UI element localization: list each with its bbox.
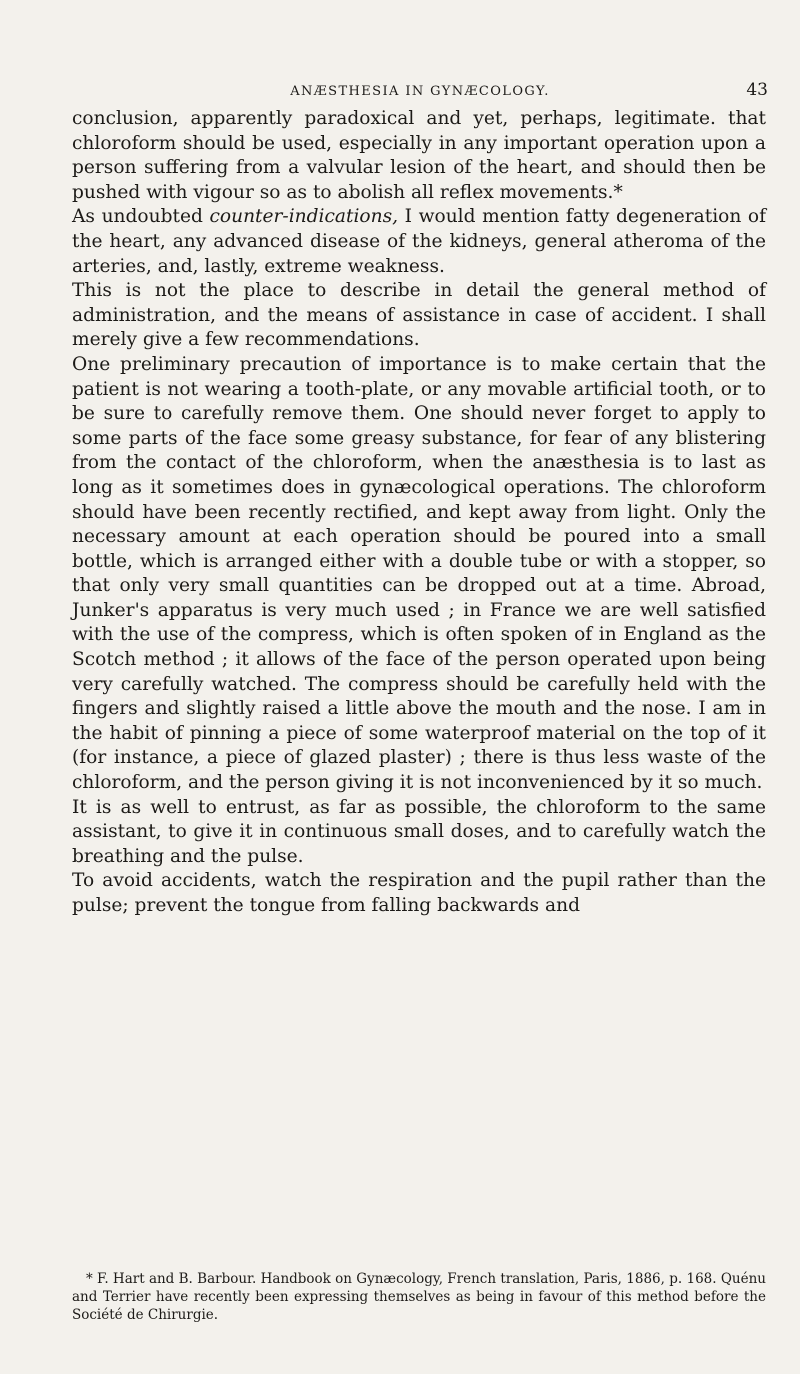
body-text [72,107,766,919]
paragraph-2-italic: counter-indications, [209,206,399,228]
footnote [72,1270,766,1324]
footnote-text: * F. Hart and B. Barbour. Handbook on Gynæcology, French translation, Paris, 1886, p. 168. Quénu and Terrier have recently been expressing themselves as being in favour of this method before the Société de Chirurgie. [72,1271,766,1323]
running-head: ANÆSTHESIA IN GYNÆCOLOGY. [290,84,550,99]
paragraph-3: This is not the place to describe in detail the general method of administration, and the means of assistance in case of accident. I shall merely give a few recommendations. [72,280,766,351]
page-number: 43 [746,80,768,100]
paragraph-1: conclusion, apparently paradoxical and yet, perhaps, legitimate. that chloroform should be used, especially in any important operation upon a person suffering from a valvular lesion of the heart, and should then be pushed with vigour so as to abolish all reflex movements.* [72,108,766,203]
paragraph-2-start: As undoubted [72,206,210,228]
page-header [72,80,768,104]
paragraph-2-rest: I would mention fatty degeneration of the heart, any advanced disease of the kidneys, general atheroma of the arteries, and, lastly, extreme weakness. [72,206,766,277]
paragraph-5: It is as well to entrust, as far as possible, the chloroform to the same assistant, to give it in continuous small doses, and to carefully watch the breathing and the pulse. [72,796,766,867]
paragraph-4: One preliminary precaution of importance is to make certain that the patient is not wearing a tooth-plate, or any movable artificial tooth, or to be sure to carefully remove them. One should never forget to apply to some parts of the face some greasy substance, for fear of any blistering from the contact of the chloroform, when the anæsthesia is to last as long as it sometimes does in gynæcological operations. The chloroform should have been recently rectified, and kept away from light. Only the necessary amount at each operation should be poured into a small bottle, which is arranged either with a double tube or with a stopper, so that only very small quantities can be dropped out at a time. Abroad, Junker's apparatus is very much used ; in France we are well satisfied with the use of the compress, which is often spoken of in England as the Scotch method ; it allows of the face of the person operated upon being very carefully watched. The compress should be carefully held with the fingers and slightly raised a little above the mouth and the nose. I am in the habit of pinning a piece of some waterproof material on the top of it (for instance, a piece of glazed plaster) ; there is thus less waste of the chloroform, and the person giving it is not inconvenienced by it so much. [72,353,766,794]
paragraph-2 [72,205,766,279]
paragraph-6: To avoid accidents, watch the respiration and the pupil rather than the pulse; prevent the tongue from falling backwards and [72,870,766,916]
